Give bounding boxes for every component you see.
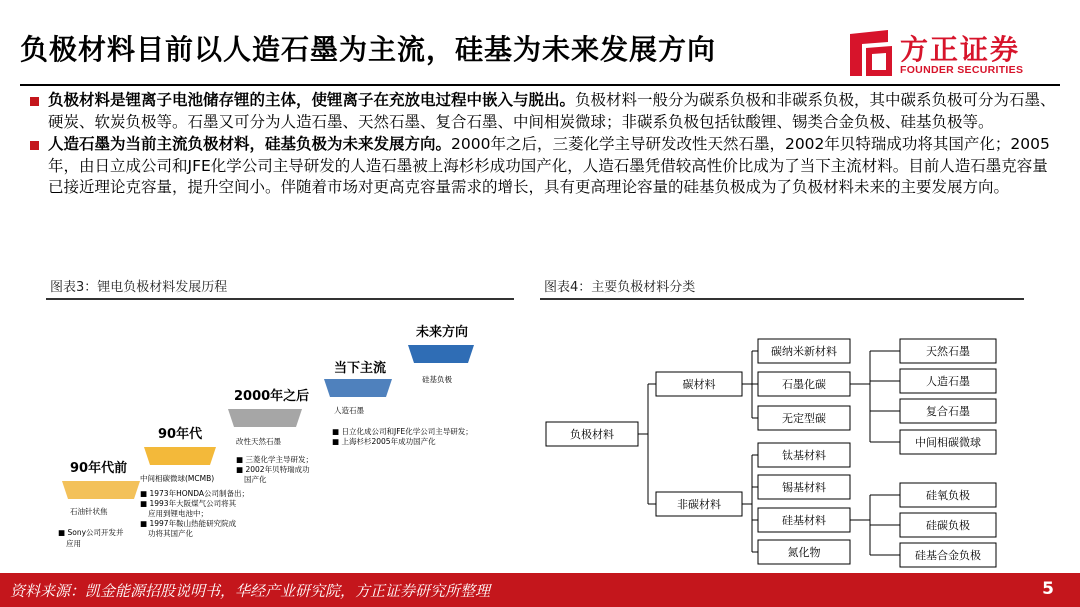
stage-2000s [228, 388, 313, 484]
logo-cn: 方正证券 [900, 33, 1021, 66]
bullet-bold: 负极材料是锂离子电池储存锂的主体，使锂离子在充放电过程中嵌入与脱出。 [48, 91, 576, 109]
tree-graphite-child [900, 339, 996, 363]
bullet-item [28, 134, 1058, 199]
stage-note: ■ Sony公司开发并 [58, 528, 124, 537]
title-divider [20, 84, 1060, 86]
tree-carbon [656, 372, 742, 396]
stage-note: ■ 三菱化学主导研发； [236, 455, 313, 464]
stage-bar [324, 379, 392, 397]
bullet-square-icon [30, 141, 39, 150]
bullet-item [28, 90, 1058, 133]
svg-text:石墨化碳: 石墨化碳 [782, 378, 826, 391]
bullet-text: 负极材料一般分为碳系负极和非碳系负极，其中碳系负极可分为石墨、硬炭、软炭负极等。石墨又可分为人造石墨、天然石墨、复合石墨、中间相炭微球；非碳系负极包括钛酸锂、锡类合金负极、硅基负极等。 [48, 91, 1056, 131]
bullet-bold: 人造石墨为当前主流负极材料，硅基负极为未来发展方向。 [48, 135, 452, 153]
stage-note: ■ 2002年贝特瑞成功 [236, 465, 310, 474]
svg-text:复合石墨: 复合石墨 [926, 405, 970, 418]
brand-logo [848, 26, 1038, 80]
svg-text:人造石墨: 人造石墨 [926, 375, 970, 388]
svg-text:氮化物: 氮化物 [787, 546, 821, 559]
svg-text:硅基合金负极: 硅基合金负极 [915, 549, 981, 562]
stage-90s [140, 426, 249, 538]
stage-bar [62, 481, 140, 499]
stage-note: 功将其国产化 [148, 529, 193, 538]
bullet-text: 2000年之后，三菱化学主导研发改性天然石墨，2002年贝特瑞成功将其国产化；2005年，由日立成公司和JFE化学公司主导研发的人造石墨被上海杉杉成功国产化，人造石墨凭借较高性价比成为了当下主流材料。目前人造石墨克容量已接近理论克容量，提升空间小。伴随着市场对更高克容量需求的增长，具有更高理论容量的硅基负极成为了负极材料未来的主要发展方向。 [48, 135, 1050, 196]
svg-text:负极材料: 负极材料 [570, 428, 614, 441]
tree-silicon-child [900, 483, 996, 507]
stage-sub: 石油针状焦 [70, 507, 108, 516]
svg-text:天然石墨: 天然石墨 [926, 345, 970, 358]
page-number: 5 [1042, 579, 1054, 599]
founder-logo-icon [848, 28, 894, 78]
tree-carbon-child [758, 406, 850, 430]
footer-bar [0, 573, 1080, 607]
tree-noncarbon-child [758, 475, 850, 499]
tree-noncarbon-child [758, 443, 850, 467]
svg-text:非碳材料: 非碳材料 [677, 498, 721, 511]
svg-text:钛基材料: 钛基材料 [782, 449, 826, 462]
stage-90s-before [58, 460, 140, 548]
bullet-list [28, 90, 1058, 200]
svg-text:无定型碳: 无定型碳 [782, 412, 826, 425]
tree-carbon-child [758, 372, 850, 396]
tree-noncarbon-child [758, 508, 850, 532]
tree-carbon-child [758, 339, 850, 363]
stage-note: ■ 1973年HONDA公司制备出； [140, 489, 249, 498]
stage-bar [408, 345, 474, 363]
svg-text:碳纳米新材料: 碳纳米新材料 [771, 345, 837, 358]
stage-note: ■ 1997年鞍山热能研究院成 [140, 519, 237, 528]
stage-label: 90年代前 [70, 461, 128, 476]
stage-current [324, 360, 473, 446]
stage-note: 应用到锂电池中； [148, 509, 208, 518]
fig4-tree [538, 303, 1038, 573]
stage-future [408, 324, 474, 384]
stage-sub: 中间相碳微球(MCMB) [140, 474, 215, 483]
stage-note: ■ 上海杉杉2005年成功国产化 [332, 437, 436, 446]
svg-text:锡基材料: 锡基材料 [782, 481, 826, 494]
stage-bar [144, 447, 216, 465]
tree-graphite-child [900, 399, 996, 423]
logo-en: FOUNDER SECURITIES [900, 64, 1024, 76]
svg-text:中间相碳微球: 中间相碳微球 [915, 436, 981, 449]
svg-text:硅基材料: 硅基材料 [782, 514, 826, 527]
stage-label: 90年代 [158, 427, 203, 442]
fig3-caption-rule [46, 298, 514, 300]
tree-silicon-child [900, 543, 996, 567]
tree-noncarbon-child [758, 540, 850, 564]
stage-label: 当下主流 [334, 361, 387, 376]
tree-noncarbon [656, 492, 742, 516]
stage-sub: 硅基负极 [422, 375, 452, 384]
stage-note: ■ 日立化成公司和JFE化学公司主导研发； [332, 427, 473, 436]
svg-text:硅氧负极: 硅氧负极 [926, 489, 970, 502]
stage-label: 2000年之后 [234, 389, 310, 404]
bullet-square-icon [30, 97, 39, 106]
fig4-caption-rule [540, 298, 1024, 300]
footer-source: 资料来源：凯金能源招股说明书，华经产业研究院，方正证券研究所整理 [10, 582, 491, 600]
page-title: 负极材料目前以人造石墨为主流，硅基为未来发展方向 [20, 33, 717, 66]
stage-bar [228, 409, 302, 427]
stage-sub: 人造石墨 [334, 406, 364, 415]
stage-sub: 改性天然石墨 [236, 437, 281, 446]
fig4-caption: 图表4：主要负极材料分类 [544, 280, 696, 295]
stage-note: 应用 [66, 539, 81, 548]
tree-root [546, 422, 638, 446]
tree-silicon-child [900, 513, 996, 537]
tree-graphite-child [900, 369, 996, 393]
stage-label: 未来方向 [416, 325, 469, 340]
fig3-timeline [40, 305, 520, 570]
svg-text:硅碳负极: 硅碳负极 [926, 519, 970, 532]
fig3-caption: 图表3：锂电负极材料发展历程 [50, 280, 228, 295]
svg-text:碳材料: 碳材料 [682, 378, 716, 391]
stage-note: 国产化 [244, 475, 267, 484]
stage-note: ■ 1993年大阪煤气公司将其 [140, 499, 237, 508]
tree-graphite-child [900, 430, 996, 454]
